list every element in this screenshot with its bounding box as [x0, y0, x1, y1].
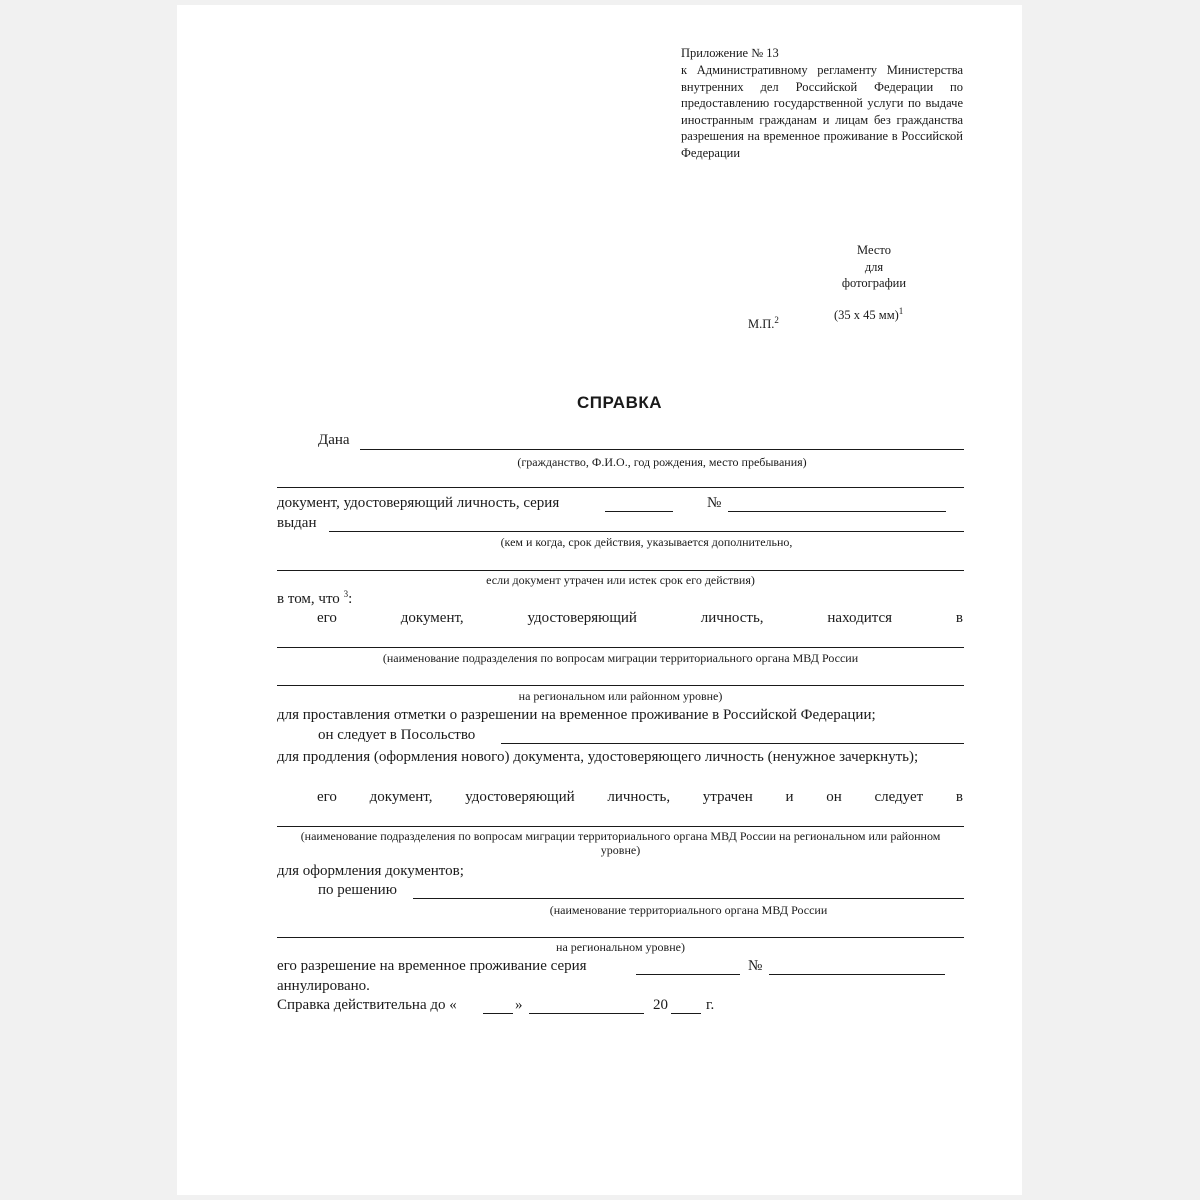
- located-word: документ,: [400, 610, 464, 626]
- issued-by-caption: (кем и когда, срок действия, указывается дополнительно,: [500, 535, 793, 549]
- migration-field-1[interactable]: [277, 647, 964, 648]
- appendix-text: к Административному регламенту Министерства внутренних дел Российской Федерации по предоставлению государственной услуги по выдаче иностранным гражданам и лицам без гражданства разрешения на временное проживание в Российской Федерации: [681, 63, 963, 160]
- lost-word: и: [785, 789, 794, 805]
- authority-field-2[interactable]: [277, 937, 964, 938]
- photo-placeholder: [817, 242, 931, 292]
- photo-label-1: Место: [857, 243, 891, 257]
- stamp-place: [748, 316, 779, 333]
- id-number-field[interactable]: [728, 511, 946, 512]
- issued-to-field[interactable]: [360, 449, 964, 450]
- located-row: [317, 609, 963, 627]
- decision-field[interactable]: [413, 898, 964, 899]
- valid-year-field[interactable]: [671, 1013, 701, 1014]
- photo-label-2: для: [864, 259, 884, 274]
- lost-word: следует: [874, 789, 924, 805]
- photo-size-footnote: 1: [898, 306, 904, 316]
- located-word: его: [317, 610, 337, 626]
- valid-year-suffix: г.: [706, 997, 715, 1013]
- extension-text: для продления (оформления нового) документа, удостоверяющего личность (ненужное зачеркнуть);: [277, 749, 919, 765]
- migration-caption-1: (наименование подразделения по вопросам миграции территориального органа МВД России: [382, 651, 859, 665]
- annulled-text: аннулировано.: [277, 978, 370, 994]
- lost-row: [317, 788, 963, 806]
- issued-to-label: Дана: [318, 432, 350, 448]
- valid-day-field[interactable]: [483, 1013, 513, 1014]
- located-word: находится: [827, 610, 893, 626]
- authority-caption-2: на региональном уровне): [556, 940, 685, 954]
- stamp-label: М.П.: [748, 317, 775, 331]
- document-title: СПРАВКА: [576, 393, 663, 412]
- document-page: [177, 5, 1022, 1195]
- in-that-footnote: 3: [343, 589, 349, 599]
- valid-month-field[interactable]: [529, 1013, 644, 1014]
- id-doc-label: документ, удостоверяющий личность, серия: [277, 495, 560, 511]
- migration-caption-2: на региональном или районном уровне): [518, 689, 723, 703]
- stamp-footnote: 2: [774, 315, 779, 325]
- issued-by-caption-2: если документ утрачен или истек срок его действия): [486, 573, 755, 587]
- docs-purpose-text: для оформления документов;: [277, 863, 464, 879]
- migration-field-2[interactable]: [277, 685, 964, 686]
- lost-word: документ,: [369, 789, 433, 805]
- located-word: в: [955, 610, 963, 626]
- located-word: удостоверяющий: [527, 610, 637, 626]
- valid-until-label: Справка действительна до «: [277, 997, 457, 1013]
- appendix-number: Приложение № 13: [681, 46, 779, 60]
- issued-by-label: выдан: [277, 515, 317, 531]
- lost-word: его: [317, 789, 337, 805]
- embassy-label: он следует в Посольство: [318, 727, 476, 743]
- in-that-colon: :: [348, 591, 353, 607]
- photo-label-3: фотографии: [841, 276, 907, 290]
- permit-number-field[interactable]: [769, 974, 945, 975]
- lost-word: он: [826, 789, 842, 805]
- stamp-purpose-text: для проставления отметки о разрешении на временное проживание в Российской Федерации;: [277, 707, 876, 723]
- valid-year-prefix: 20: [653, 997, 668, 1013]
- lost-word: личность,: [607, 789, 671, 805]
- migration-caption-3: (наименование подразделения по вопросам миграции территориального органа МВД России на региональном или районном уровне): [300, 829, 941, 857]
- located-word: личность,: [700, 610, 764, 626]
- in-that-text: в том, что: [277, 591, 340, 607]
- permit-series-field[interactable]: [636, 974, 740, 975]
- photo-size: [834, 307, 903, 324]
- embassy-field[interactable]: [501, 743, 964, 744]
- photo-size-text: (35 х 45 мм): [834, 308, 899, 322]
- issued-by-field[interactable]: [329, 531, 964, 532]
- lost-word: удостоверяющий: [465, 789, 575, 805]
- permit-label: его разрешение на временное проживание серия: [277, 958, 587, 974]
- issued-to-field-2[interactable]: [277, 487, 964, 488]
- authority-caption-1: (наименование территориального органа МВД России: [549, 903, 828, 917]
- issued-by-field-2[interactable]: [277, 570, 964, 571]
- in-that-label: [277, 590, 352, 608]
- valid-quote-close: »: [515, 997, 523, 1013]
- lost-word: в: [955, 789, 963, 805]
- lost-word: утрачен: [702, 789, 753, 805]
- id-number-sign: №: [707, 495, 722, 511]
- migration-field-3[interactable]: [277, 826, 964, 827]
- issued-to-caption: (гражданство, Ф.И.О., год рождения, место пребывания): [517, 455, 807, 469]
- id-series-field[interactable]: [605, 511, 673, 512]
- decision-label: по решению: [318, 882, 397, 898]
- permit-number-sign: №: [748, 958, 763, 974]
